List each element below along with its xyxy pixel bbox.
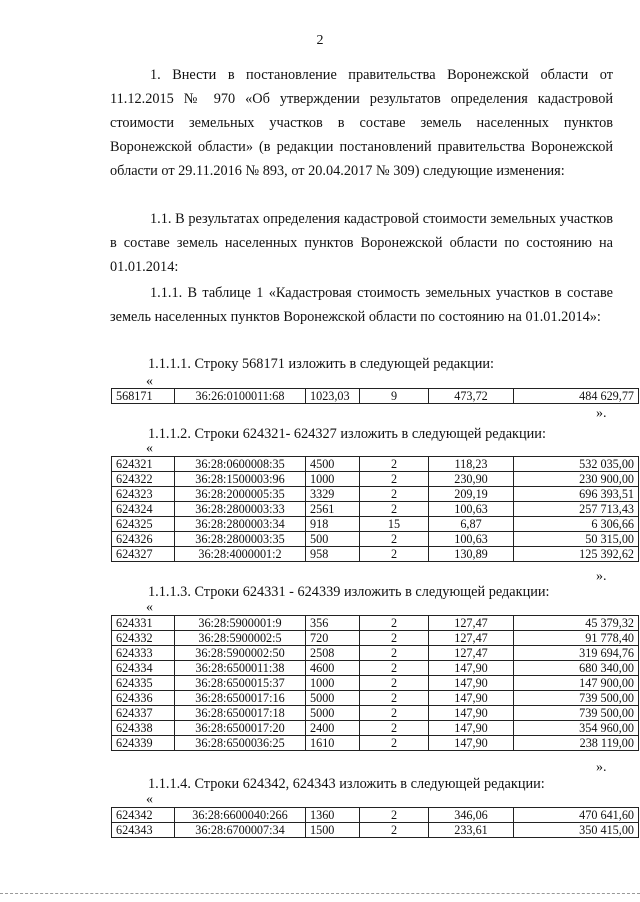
area-cell: 1610 (306, 736, 360, 751)
cadastral-number-cell: 36:28:1500003:96 (175, 472, 306, 487)
row-number-cell: 624331 (112, 616, 175, 631)
cadastral-value-cell: 532 035,00 (514, 457, 639, 472)
row-number-cell: 624339 (112, 736, 175, 751)
specific-value-cell: 209,19 (429, 487, 514, 502)
area-cell: 1360 (306, 808, 360, 823)
table-row (112, 721, 639, 736)
section-heading: 1.1.1.4. Строки 624342, 624343 изложить в следующей редакции: (148, 776, 545, 792)
specific-value-cell: 147,90 (429, 736, 514, 751)
close-quote: ». (596, 569, 607, 584)
table-row (112, 631, 639, 646)
specific-value-cell: 100,63 (429, 502, 514, 517)
row-number-cell: 624322 (112, 472, 175, 487)
specific-value-cell: 100,63 (429, 532, 514, 547)
table-row (112, 823, 639, 838)
cadastral-number-cell: 36:28:6500015:37 (175, 676, 306, 691)
table-row (112, 706, 639, 721)
table-row (112, 502, 639, 517)
row-number-cell: 624335 (112, 676, 175, 691)
specific-value-cell: 147,90 (429, 661, 514, 676)
specific-value-cell: 118,23 (429, 457, 514, 472)
specific-value-cell: 127,47 (429, 631, 514, 646)
cadastral-value-cell: 238 119,00 (514, 736, 639, 751)
specific-value-cell: 147,90 (429, 691, 514, 706)
paragraph-1-1-1: 1.1.1. В таблице 1 «Кадастровая стоимость земельных участков в составе земель населенных пунктов Воронежской области по состоянию на 01.01.2014»: (110, 285, 613, 325)
table-row (112, 646, 639, 661)
specific-value-cell: 127,47 (429, 616, 514, 631)
area-cell: 5000 (306, 706, 360, 721)
table-row (112, 457, 639, 472)
data-table (111, 615, 639, 751)
open-quote: « (146, 600, 153, 615)
table-row (112, 532, 639, 547)
cadastral-value-cell: 50 315,00 (514, 532, 639, 547)
data-table (111, 456, 639, 562)
cadastral-number-cell: 36:28:2800003:33 (175, 502, 306, 517)
row-number-cell: 624342 (112, 808, 175, 823)
cadastral-number-cell: 36:28:0600008:35 (175, 457, 306, 472)
specific-value-cell: 233,61 (429, 823, 514, 838)
cadastral-number-cell: 36:28:6500011:38 (175, 661, 306, 676)
cadastral-value-cell: 91 778,40 (514, 631, 639, 646)
cadastral-value-cell: 739 500,00 (514, 706, 639, 721)
table-row (112, 547, 639, 562)
specific-value-cell: 127,47 (429, 646, 514, 661)
area-cell: 1500 (306, 823, 360, 838)
open-quote: « (146, 441, 153, 456)
cadastral-number-cell: 36:28:6500017:18 (175, 706, 306, 721)
cadastral-value-cell: 696 393,51 (514, 487, 639, 502)
group-cell: 2 (360, 472, 429, 487)
cadastral-value-cell: 6 306,66 (514, 517, 639, 532)
open-quote: « (146, 374, 153, 389)
area-cell: 720 (306, 631, 360, 646)
row-number-cell: 624326 (112, 532, 175, 547)
close-quote: ». (596, 760, 607, 775)
cadastral-value-cell: 680 340,00 (514, 661, 639, 676)
group-cell: 15 (360, 517, 429, 532)
group-cell: 2 (360, 457, 429, 472)
group-cell: 2 (360, 676, 429, 691)
row-number-cell: 624325 (112, 517, 175, 532)
row-number-cell: 568171 (112, 389, 175, 404)
cadastral-number-cell: 36:28:5900002:5 (175, 631, 306, 646)
specific-value-cell: 130,89 (429, 547, 514, 562)
specific-value-cell: 346,06 (429, 808, 514, 823)
specific-value-cell: 6,87 (429, 517, 514, 532)
row-number-cell: 624334 (112, 661, 175, 676)
row-number-cell: 624337 (112, 706, 175, 721)
area-cell: 2400 (306, 721, 360, 736)
cadastral-number-cell: 36:28:2000005:35 (175, 487, 306, 502)
section-heading: 1.1.1.1. Строку 568171 изложить в следующей редакции: (148, 356, 495, 372)
group-cell: 2 (360, 502, 429, 517)
row-number-cell: 624338 (112, 721, 175, 736)
table-row (112, 808, 639, 823)
cadastral-number-cell: 36:28:6600040:266 (175, 808, 306, 823)
group-cell: 2 (360, 736, 429, 751)
group-cell: 2 (360, 661, 429, 676)
area-cell: 4500 (306, 457, 360, 472)
cadastral-value-cell: 319 694,76 (514, 646, 639, 661)
cadastral-value-cell: 354 960,00 (514, 721, 639, 736)
table-row (112, 691, 639, 706)
page-number: 2 (316, 33, 324, 48)
area-cell: 356 (306, 616, 360, 631)
row-number-cell: 624343 (112, 823, 175, 838)
cadastral-value-cell: 470 641,60 (514, 808, 639, 823)
paragraph-1: 1. Внести в постановление правительства Воронежской области от 11.12.2015 № 970 «Об утверждении результатов определения кадастровой стоимости земельных участков в составе земель населенных пунктов Воронежской области» (в редакции постановлений правительства Воронежской области от 29.11.2016 № 893, от 20.04.2017 № 309) следующие изменения: (110, 67, 613, 179)
cadastral-value-cell: 147 900,00 (514, 676, 639, 691)
area-cell: 4600 (306, 661, 360, 676)
area-cell: 1000 (306, 676, 360, 691)
specific-value-cell: 230,90 (429, 472, 514, 487)
group-cell: 2 (360, 823, 429, 838)
table-row (112, 389, 639, 404)
cadastral-value-cell: 484 629,77 (514, 389, 639, 404)
table-row (112, 736, 639, 751)
data-table (111, 807, 639, 838)
section-heading: 1.1.1.2. Строки 624321- 624327 изложить в следующей редакции: (148, 426, 546, 442)
table-row (112, 487, 639, 502)
specific-value-cell: 147,90 (429, 721, 514, 736)
table-row (112, 472, 639, 487)
table-row (112, 517, 639, 532)
section-heading: 1.1.1.3. Строки 624331 - 624339 изложить в следующей редакции: (148, 584, 550, 600)
group-cell: 2 (360, 631, 429, 646)
open-quote: « (146, 792, 153, 807)
row-number-cell: 624321 (112, 457, 175, 472)
cadastral-number-cell: 36:28:6500017:20 (175, 721, 306, 736)
area-cell: 958 (306, 547, 360, 562)
row-number-cell: 624336 (112, 691, 175, 706)
row-number-cell: 624327 (112, 547, 175, 562)
paragraph-1-1: 1.1. В результатах определения кадастровой стоимости земельных участков в составе земель населенных пунктов Воронежской области по состоянию на 01.01.2014: (110, 211, 613, 275)
area-cell: 3329 (306, 487, 360, 502)
area-cell: 1000 (306, 472, 360, 487)
group-cell: 2 (360, 691, 429, 706)
table-row (112, 661, 639, 676)
area-cell: 918 (306, 517, 360, 532)
cadastral-number-cell: 36:28:6500036:25 (175, 736, 306, 751)
data-table (111, 388, 639, 404)
cadastral-number-cell: 36:28:2800003:35 (175, 532, 306, 547)
group-cell: 2 (360, 487, 429, 502)
row-number-cell: 624323 (112, 487, 175, 502)
cadastral-number-cell: 36:28:5900002:50 (175, 646, 306, 661)
area-cell: 2508 (306, 646, 360, 661)
group-cell: 2 (360, 646, 429, 661)
cadastral-value-cell: 125 392,62 (514, 547, 639, 562)
close-quote: ». (596, 406, 607, 421)
area-cell: 5000 (306, 691, 360, 706)
cadastral-value-cell: 45 379,32 (514, 616, 639, 631)
group-cell: 2 (360, 532, 429, 547)
group-cell: 2 (360, 706, 429, 721)
group-cell: 2 (360, 721, 429, 736)
specific-value-cell: 473,72 (429, 389, 514, 404)
cadastral-number-cell: 36:26:0100011:68 (175, 389, 306, 404)
group-cell: 2 (360, 808, 429, 823)
area-cell: 2561 (306, 502, 360, 517)
group-cell: 2 (360, 547, 429, 562)
cadastral-number-cell: 36:28:6700007:34 (175, 823, 306, 838)
row-number-cell: 624324 (112, 502, 175, 517)
cadastral-number-cell: 36:28:2800003:34 (175, 517, 306, 532)
cadastral-number-cell: 36:28:4000001:2 (175, 547, 306, 562)
cadastral-value-cell: 739 500,00 (514, 691, 639, 706)
area-cell: 500 (306, 532, 360, 547)
cadastral-value-cell: 257 713,43 (514, 502, 639, 517)
row-number-cell: 624333 (112, 646, 175, 661)
cadastral-number-cell: 36:28:6500017:16 (175, 691, 306, 706)
group-cell: 2 (360, 616, 429, 631)
area-cell: 1023,03 (306, 389, 360, 404)
group-cell: 9 (360, 389, 429, 404)
specific-value-cell: 147,90 (429, 676, 514, 691)
table-row (112, 616, 639, 631)
page-bottom-rule (0, 893, 640, 894)
cadastral-value-cell: 230 900,00 (514, 472, 639, 487)
cadastral-value-cell: 350 415,00 (514, 823, 639, 838)
specific-value-cell: 147,90 (429, 706, 514, 721)
row-number-cell: 624332 (112, 631, 175, 646)
table-row (112, 676, 639, 691)
cadastral-number-cell: 36:28:5900001:9 (175, 616, 306, 631)
